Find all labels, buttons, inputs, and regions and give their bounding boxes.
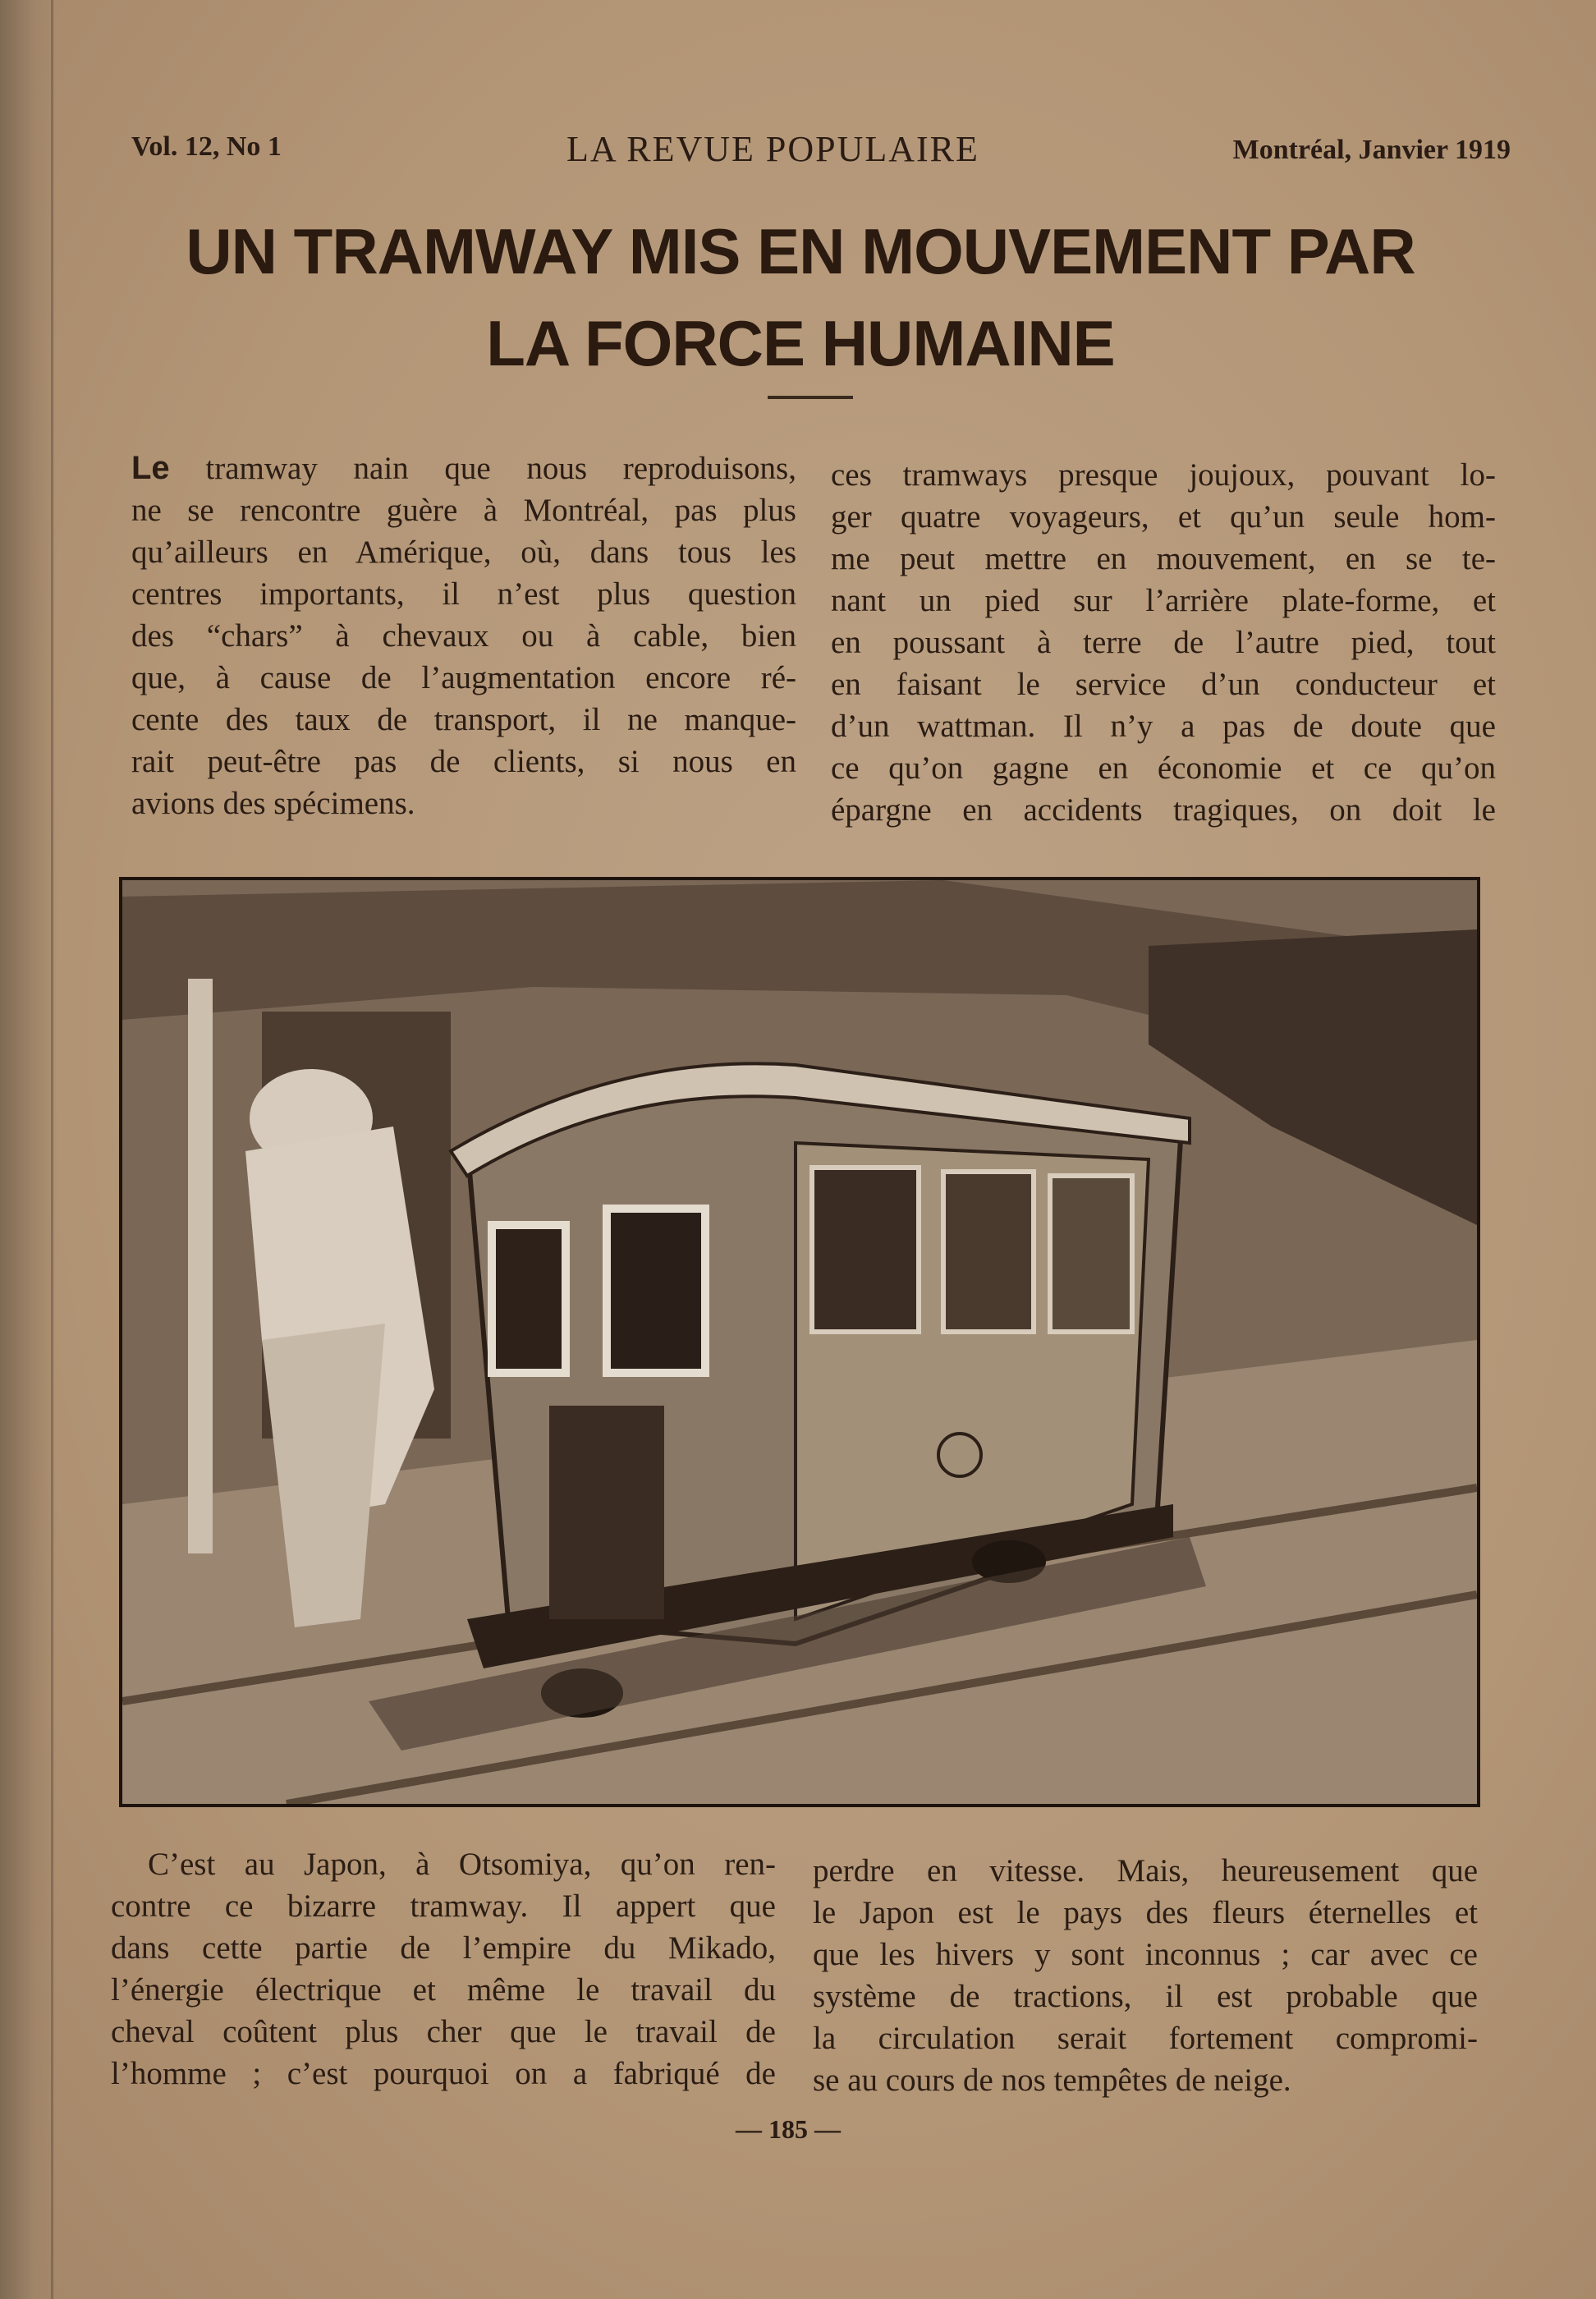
text-line: qu’ailleurs en Amérique, où, dans tous les [131, 535, 796, 570]
text-line: épargne en accidents tragiques, on doit le [831, 792, 1496, 828]
text-line: des “chars” à chevaux ou à cable, bien [131, 618, 796, 654]
text-line: C’est au Japon, à Otsomiya, qu’on ren- [148, 1847, 776, 1882]
text-line: l’énergie électrique et même le travail du [111, 1972, 776, 2008]
running-header [131, 131, 1511, 181]
binding-gutter [0, 0, 57, 2299]
text-line: nant un pied sur l’arrière plate-forme, et [831, 583, 1496, 618]
magazine-name: LA REVUE POPULAIRE [566, 129, 979, 169]
text-line: ger quatre voyageurs, et qu’un seule hom- [831, 499, 1496, 535]
text-line: ces tramways presque joujoux, pouvant lo- [831, 457, 1496, 493]
article-title [107, 205, 1494, 389]
text-line: que, à cause de l’augmentation encore ré- [131, 660, 796, 695]
text-line: ce qu’on gagne en économie et ce qu’on [831, 750, 1496, 786]
text-line: que les hivers y sont inconnus ; car avec ce [813, 1937, 1478, 1972]
text-line: en poussant à terre de l’autre pied, tout [831, 625, 1496, 660]
text-line: me peut mettre en mouvement, en se te- [831, 541, 1496, 576]
text-line: rait peut-être pas de clients, si nous en [131, 744, 796, 779]
column-bottom-left [111, 1843, 776, 2095]
text-line: cheval coûtent plus cher que le travail de [111, 2014, 776, 2049]
text-line: d’un wattman. Il n’y a pas de doute que [831, 709, 1496, 744]
text-line: avions des spécimens. [131, 786, 415, 821]
text-line: cente des taux de transport, il ne manque- [131, 702, 796, 737]
text-line: se au cours de nos tempêtes de neige. [813, 2063, 1291, 2098]
text-line: centres importants, il n’est plus question [131, 576, 796, 612]
volume-number: Vol. 12, No 1 [131, 131, 282, 162]
column-top-left [131, 447, 796, 824]
title-divider [768, 396, 853, 399]
text-line: dans cette partie de l’empire du Mikado, [111, 1930, 776, 1966]
drop-cap: Le [131, 450, 170, 486]
tramway-photograph [119, 877, 1480, 1807]
text-line: l’homme ; c’est pourquoi on a fabriqué de [111, 2056, 776, 2091]
column-top-right [831, 454, 1496, 831]
tramway-photo-illustration [122, 880, 1477, 1804]
binding-edge [51, 0, 53, 2299]
text-line: en faisant le service d’un conducteur et [831, 667, 1496, 702]
text-line: contre ce bizarre tramway. Il appert que [111, 1888, 776, 1924]
page-number: — 185 — [736, 2114, 841, 2144]
column-bottom-right [813, 1850, 1478, 2101]
text-line: système de tractions, il est probable que [813, 1979, 1478, 2014]
text-line: la circulation serait fortement compromi- [813, 2021, 1478, 2056]
text-line: ne se rencontre guère à Montréal, pas plus [131, 493, 796, 528]
issue-date: Montréal, Janvier 1919 [1232, 135, 1511, 165]
text-line: perdre en vitesse. Mais, heureusement que [813, 1853, 1478, 1888]
text-line: le Japon est le pays des fleurs éternelles et [813, 1895, 1478, 1930]
title-line-2: LA FORCE HUMAINE [486, 307, 1115, 379]
title-line-1: UN TRAMWAY MIS EN MOUVEMENT PAR [186, 215, 1415, 287]
text-line: Le tramway nain que nous reproduisons, [131, 450, 796, 486]
